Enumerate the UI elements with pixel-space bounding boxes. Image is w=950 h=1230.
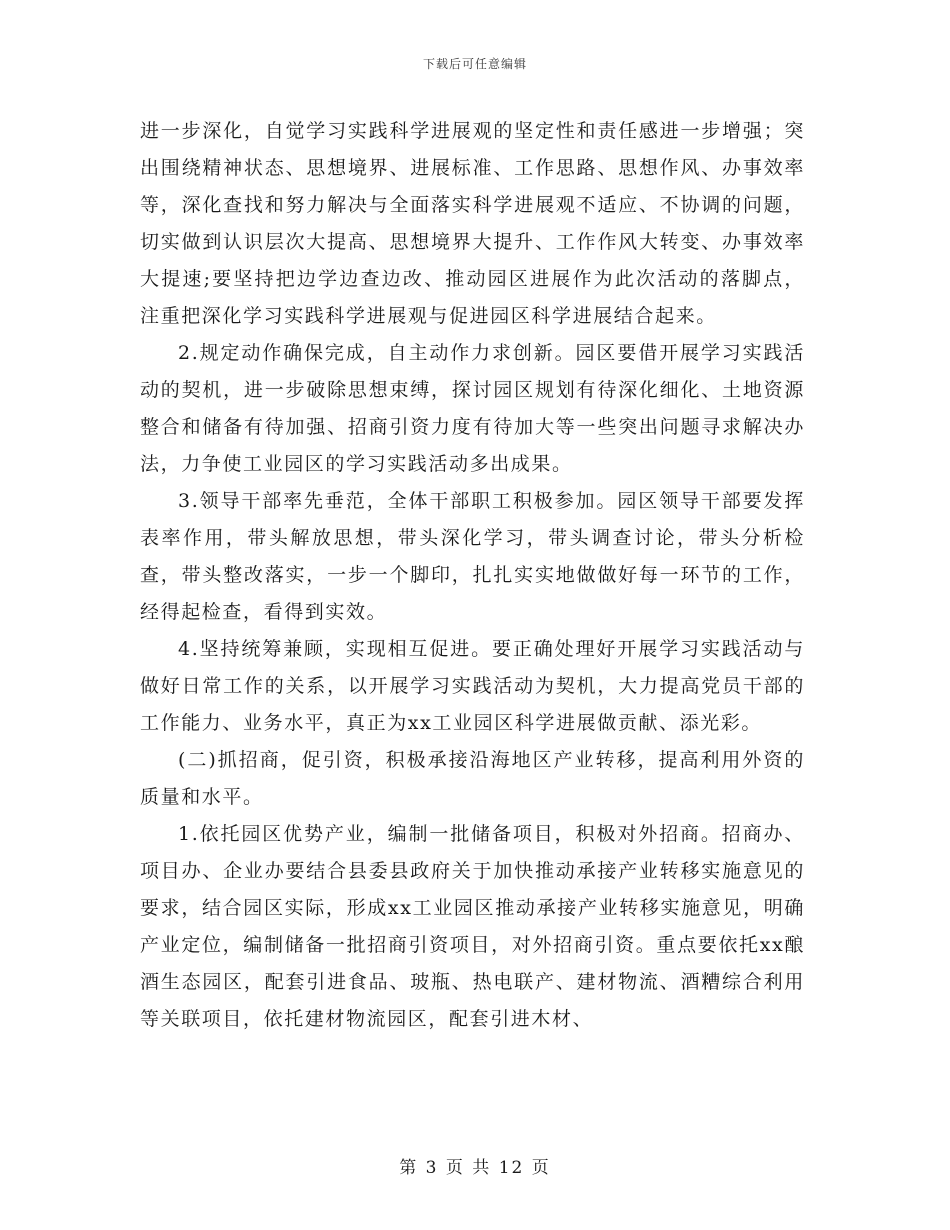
paragraph-item-4: 4.坚持统筹兼顾，实现相互促进。要正确处理好开展学习实践活动与做好日常工作的关系，以开展学习实践活动为契机，大力提高党员干部的工作能力、业务水平，真正为xx工业园区科学进展做贡献、添光彩。 bbox=[140, 638, 805, 734]
page-number: 第 3 页 共 12 页 bbox=[399, 1158, 551, 1178]
paragraph-continuation: 进一步深化，自觉学习实践科学进展观的坚定性和责任感进一步增强；突出围绕精神状态、思想境界、进展标准、工作思路、思想作风、办事效率等，深化查找和努力解决与全面落实科学进展观不适应、不协调的问题，切实做到认识层次大提高、思想境界大提升、工作作风大转变、办事效率大提速;要坚持把边学边查边改、推动园区进展作为此次活动的落脚点，注重把深化学习实践科学进展观与促进园区科学进展结合起来。 bbox=[140, 120, 805, 327]
section-heading-2: (二)抓招商，促引资，积极承接沿海地区产业转移，提高利用外资的质量和水平。 bbox=[140, 749, 805, 808]
page-header-note: 下载后可任意编辑 bbox=[422, 57, 527, 71]
paragraph-item-3: 3.领导干部率先垂范，全体干部职工积极参加。园区领导干部要发挥表率作用，带头解放思想，带头深化学习，带头调查讨论，带头分析检查，带头整改落实，一步一个脚印，扎扎实实地做做好每一环节的工作，经得起检查，看得到实效。 bbox=[140, 490, 805, 623]
paragraph-item-1: 1.依托园区优势产业，编制一批储备项目，积极对外招商。招商办、项目办、企业办要结合县委县政府关于加快推动承接产业转移实施意见的要求，结合园区实际，形成xx工业园区推动承接产业转移实施意见，明确产业定位，编制储备一批招商引资项目，对外招商引资。重点要依托xx酿酒生态园区，配套引进食品、玻瓶、热电联产、建材物流、酒糟综合利用等关联项目，依托建材物流园区，配套引进木材、 bbox=[140, 823, 805, 1030]
paragraph-item-2: 2.规定动作确保完成，自主动作力求创新。园区要借开展学习实践活动的契机，进一步破除思想束缚，探讨园区规划有待深化细化、土地资源整合和储备有待加强、招商引资力度有待加大等一些突出问题寻求解决办法，力争使工业园区的学习实践活动多出成果。 bbox=[140, 342, 805, 475]
document-body bbox=[140, 113, 805, 1038]
